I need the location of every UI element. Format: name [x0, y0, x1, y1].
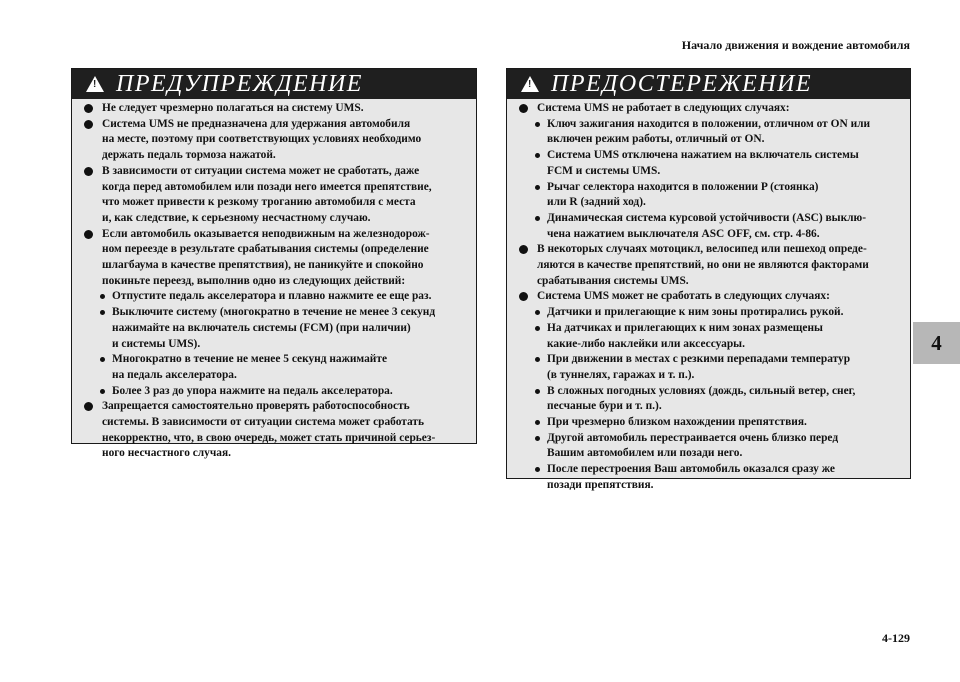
page-number: 4-129: [882, 631, 910, 645]
sub-list-item-text: Отпустите педаль акселератора и плавно нажмите ее еще раз.: [112, 290, 432, 303]
list-item: [84, 227, 468, 290]
sub-list-item-text: При движении в местах с резкими перепадами температур (в туннелях, гаражах и т. п.).: [547, 353, 851, 381]
chapter-tab: 4: [913, 322, 960, 364]
list-item: [84, 117, 468, 164]
sub-list-item: [519, 211, 902, 242]
sub-list-item-text: Более 3 раз до упора нажмите на педаль акселератора.: [112, 384, 393, 397]
list-item-text: Система UMS не предназначена для удержания автомобиля на месте, поэтому при соответствующих условиях необходимо держать педаль тормоза нажатой.: [102, 117, 422, 162]
list-item: [84, 399, 468, 462]
warning-title: ПРЕДУПРЕЖДЕНИЕ: [116, 71, 363, 97]
sub-list-item: [519, 321, 902, 352]
caution-body: [507, 99, 910, 494]
list-item-text: Система UMS может не сработать в следующих случаях:: [537, 290, 830, 303]
caution-title: ПРЕДОСТЕРЕЖЕНИЕ: [551, 71, 813, 97]
small-bullet-icon: [535, 357, 540, 362]
warning-triangle-icon: !: [86, 76, 104, 92]
list-item: [519, 242, 902, 289]
sub-list-item-text: Система UMS отключена нажатием на включатель системы FCM и системы UMS.: [547, 149, 859, 177]
sub-list-item: [519, 462, 902, 493]
sub-list-item: [84, 384, 468, 400]
small-bullet-icon: [535, 420, 540, 425]
list-item: [84, 101, 468, 117]
sub-list-item-text: Рычаг селектора находится в положении P (стоянка) или R (задний ход).: [547, 180, 819, 209]
small-bullet-icon: [535, 326, 540, 331]
sub-list-item: [519, 431, 902, 462]
warning-triangle-icon: !: [521, 76, 539, 92]
sub-list-item: [519, 148, 902, 179]
sub-list-item-text: Датчики и прилегающие к ним зоны протирались рукой.: [547, 306, 844, 319]
list-item-text: В зависимости от ситуации система может не сработать, даже когда перед автомобилем или позади него имеется препятствие, что может привести к резкому троганию автомобиля с места и, как следствие, к серьезному несчастному случаю.: [102, 164, 432, 224]
warning-body: [72, 99, 476, 462]
sub-list-item-text: На датчиках и прилегающих к ним зонах размещены какие-либо наклейки или аксессуары.: [547, 321, 823, 350]
small-bullet-icon: [535, 122, 540, 127]
sub-list-item: [519, 305, 902, 321]
sub-list-item: [84, 305, 468, 352]
small-bullet-icon: [535, 185, 540, 190]
list-item-text: Запрещается самостоятельно проверять работоспособность системы. В зависимости от ситуации система может сработать некорректно, что, в свою очередь, может стать причиной серьез- ного несчастного случая.: [102, 400, 436, 460]
sub-list-item: [519, 352, 902, 383]
sub-list-item: [84, 352, 468, 383]
list-item: [519, 289, 902, 305]
list-item-text: Система UMS не работает в следующих случаях:: [537, 102, 790, 114]
bullet-icon: [519, 292, 528, 301]
bullet-icon: [84, 402, 93, 411]
sub-list-item-text: Многократно в течение не менее 5 секунд нажимайте на педаль акселератора.: [112, 353, 388, 381]
bullet-icon: [84, 120, 93, 129]
list-item-text: Если автомобиль оказывается неподвижным на железнодорож- ном переезде в результате срабатывания системы (определение шлагбаума в качестве препятствия), не паникуйте и спокойно покиньте переезд, выполнив одно из следующих действий:: [102, 227, 430, 287]
list-item: [519, 101, 902, 117]
small-bullet-icon: [535, 153, 540, 158]
small-bullet-icon: [535, 436, 540, 441]
sub-list-item-text: При чрезмерно близком нахождении препятствия.: [547, 416, 807, 429]
small-bullet-icon: [100, 357, 105, 362]
sub-list-item-text: Выключите систему (многократно в течение не менее 3 секунд нажимайте на включатель системы (FCM) (при наличии) и системы UMS).: [112, 306, 436, 350]
small-bullet-icon: [100, 294, 105, 299]
small-bullet-icon: [100, 310, 105, 315]
list-item-text: Не следует чрезмерно полагаться на систему UMS.: [102, 102, 364, 114]
sub-list-item-text: После перестроения Ваш автомобиль оказался сразу же позади препятствия.: [547, 463, 835, 491]
caution-box: [506, 68, 911, 491]
bullet-icon: [84, 230, 93, 239]
small-bullet-icon: [100, 389, 105, 394]
bullet-icon: [84, 104, 93, 113]
small-bullet-icon: [535, 389, 540, 394]
bullet-icon: [519, 245, 528, 254]
small-bullet-icon: [535, 216, 540, 221]
page-header: Начало движения и вождение автомобиля: [681, 38, 910, 52]
small-bullet-icon: [535, 310, 540, 315]
sub-list-item-text: Динамическая система курсовой устойчивости (ASC) выклю- чена нажатием выключателя ASC OFF, см. стр. 4-86.: [547, 211, 867, 240]
warning-box-header: [72, 69, 476, 99]
warning-box: [71, 68, 477, 460]
sub-list-item: [519, 415, 902, 431]
bullet-icon: [519, 104, 528, 113]
sub-list-item: [519, 180, 902, 211]
sub-list-item-text: В сложных погодных условиях (дождь, сильный ветер, снег, песчаные бури и т. п.).: [547, 384, 856, 413]
sub-list-item: [84, 289, 468, 305]
small-bullet-icon: [535, 467, 540, 472]
sub-list-item-text: Другой автомобиль перестраивается очень близко перед Вашим автомобилем или позади него.: [547, 431, 839, 460]
sub-list-item-text: Ключ зажигания находится в положении, отличном от ON или включен режим работы, отличный от ON.: [547, 117, 871, 146]
sub-list-item: [519, 384, 902, 415]
sub-list-item: [519, 117, 902, 148]
list-item-text: В некоторых случаях мотоцикл, велосипед или пешеход опреде- ляются в качестве препятствий, но они не являются факторами срабатывания системы UMS.: [537, 243, 869, 287]
bullet-icon: [84, 167, 93, 176]
caution-box-header: [507, 69, 910, 99]
list-item: [84, 164, 468, 227]
